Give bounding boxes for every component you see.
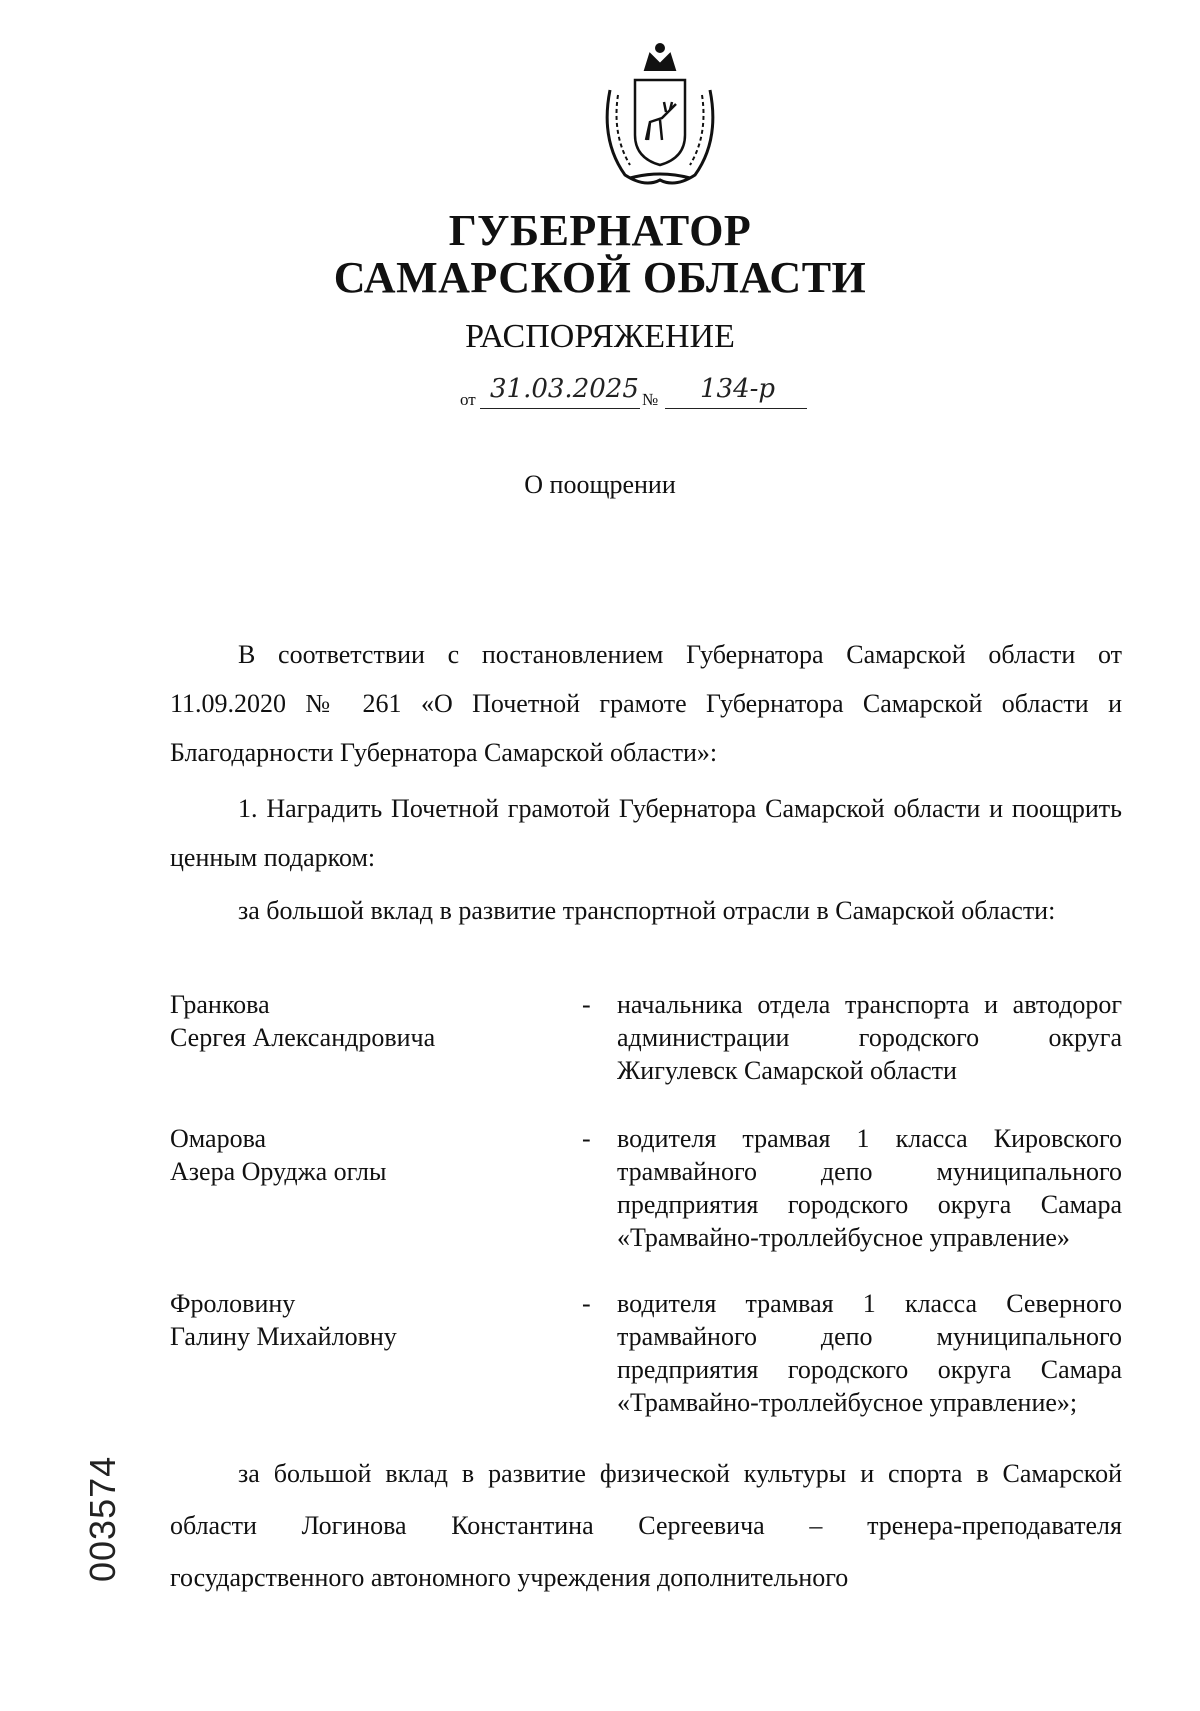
awardee-position: водителя трамвая 1 класса Кировского трамвайного депо муниципального предприятия городского округа Самара «Трамвайно-троллейбусное управление» [617,1124,1122,1252]
dash-separator: - [582,990,591,1019]
date-number-line [460,372,860,416]
category2-paragraph: за большой вклад в развитие физической культуры и спорта в Самарской области Логинова Константина Сергеевича – тренера-преподавателя государственного автономного учреждения дополнительного [170,1459,1122,1592]
awardee-name: Омарова Азера Оруджа оглы [170,1124,387,1186]
number-prefix: № [642,390,659,409]
awardee-position: начальника отдела транспорта и автодорог администрации городского округа Жигулевск Самарской области [617,990,1122,1085]
margin-serial-number: 003574 [82,1455,123,1582]
item1-paragraph: 1. Наградить Почетной грамотой Губернатора Самарской области и поощрить ценным подарком: [170,794,1122,872]
issuer-title-line2: САМАРСКОЙ ОБЛАСТИ [333,253,867,302]
number-underline [665,408,807,409]
awardee-name: Гранкова Сергея Александровича [170,990,436,1052]
document-date: 31.03.2025 [490,374,639,404]
awardee-name: Фроловину Галину Михайловну [170,1289,397,1351]
awardee-position: водителя трамвая 1 класса Северного трамвайного депо муниципального предприятия городского округа Самара «Трамвайно-троллейбусное управление»; [617,1289,1122,1417]
category1-paragraph: за большой вклад в развитие транспортной отрасли в Самарской области: [238,896,1056,925]
date-underline [480,408,640,409]
issuer-title-line1: ГУБЕРНАТОР [448,206,752,255]
dash-separator: - [582,1289,591,1318]
intro-paragraph: В соответствии с постановлением Губернатора Самарской области от 11.09.2020 № 261 «О Почетной грамоте Губернатора Самарской области и Благодарности Губернатора Самарской области»: [170,640,1122,767]
document-type: РАСПОРЯЖЕНИЕ [465,318,735,355]
dash-separator: - [582,1124,591,1153]
coat-of-arms-emblem [590,40,730,190]
document-number: 134-р [700,374,776,404]
document-subject: О поощрении [524,470,676,499]
date-prefix: от [460,390,476,409]
